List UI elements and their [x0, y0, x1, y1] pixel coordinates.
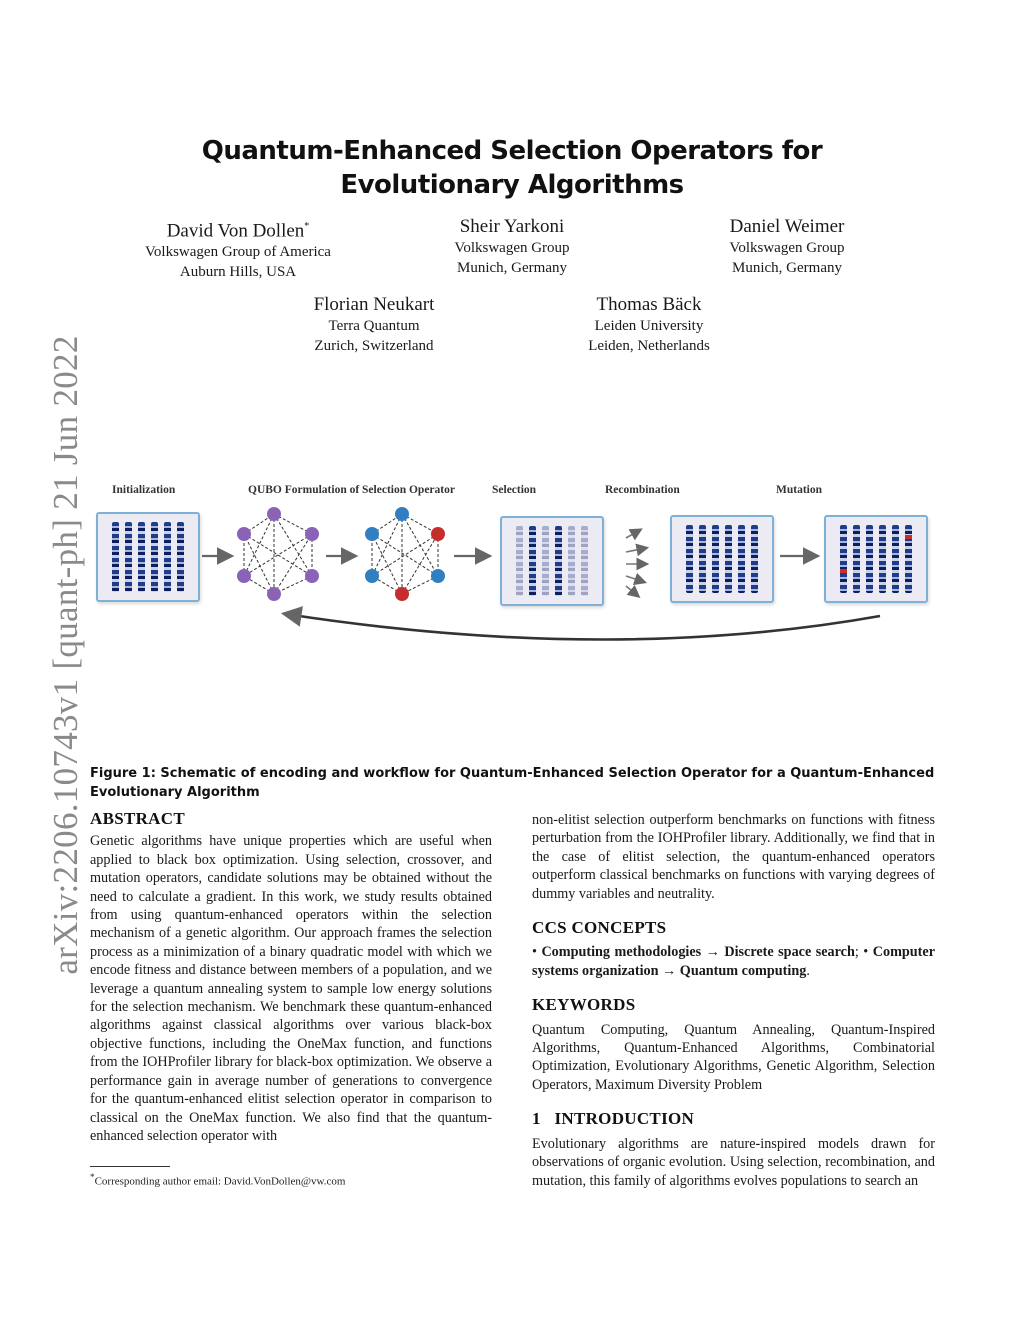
author-name: Thomas Bäck [596, 294, 702, 315]
feedback-arrow [286, 614, 880, 640]
author-block [88, 216, 388, 282]
author-org: Volkswagen Group [454, 240, 570, 256]
author-location: Munich, Germany [732, 260, 842, 276]
ccs-item: Computer systems organization → Quantum computing [532, 944, 935, 979]
ccs-separator: ; [854, 944, 859, 961]
author-org: Volkswagen Group [729, 240, 845, 256]
author-name: Sheir Yarkoni [459, 216, 565, 237]
author-block [224, 294, 524, 356]
label-recombination: Recombination [605, 484, 680, 496]
footnote-text: Corresponding author email: David.VonDollen@vw.com [94, 1175, 346, 1188]
author-org: Leiden University [594, 318, 704, 334]
qubo-graph-selected [365, 507, 445, 601]
author-name: David Von Dollen [166, 220, 305, 242]
figure-graphics [90, 478, 940, 648]
intro-text: Evolutionary algorithms are nature-inspired models drawn for observations of organic evolution. Using selection, recombination, and mutation, this family of algorithms evolves populations to search an [532, 1135, 935, 1189]
left-column [90, 810, 492, 1145]
ccs-bullet: • [532, 944, 537, 961]
paper-title: Quantum-Enhanced Selection Operators for Evolutionary Algorithms [201, 136, 823, 200]
figure-caption: Figure 1: Schematic of encoding and workflow for Quantum-Enhanced Selection Operator for a Quantum-Enhanced Evolutionary Algorithm [90, 766, 935, 800]
abstract-text: Genetic algorithms have unique properties which are useful when applied to black box optimization. Using selection, crossover, and mutation operators, candidate solutions may be obtained without the need to calculate a gradient. In this work, we study results obtained from using quantum-enhanced operators within the selection mechanism of a genetic algorithm. Our approach frames the selection process as a minimization of a binary quadratic model with which we encode fitness and distance between members of a population, and we leverage a quantum annealing system to sample low energy solutions for the selection mechanism. We benchmark these quantum-enhanced algorithms against classical algorithms over various black-box objective functions, including the OneMax function, and functions from the IOHProfiler library for black-box optimization. We observe a performance gain in average number of generations to convergence for the quantum-enhanced elitist selection operator in comparison to classical on the OneMax function. We also find that the quantum-enhanced selection operator with [90, 833, 492, 1144]
section-title: INTRODUCTION [554, 1109, 695, 1129]
workflow-figure [90, 478, 940, 648]
ccs-concepts [532, 943, 935, 980]
section-number: 1 [532, 1109, 541, 1129]
intro-heading [532, 1110, 935, 1128]
author-block [637, 216, 937, 278]
abstract-heading: ABSTRACT [90, 809, 185, 828]
keywords-heading: KEYWORDS [532, 995, 636, 1015]
author-location: Zurich, Switzerland [314, 338, 434, 354]
ccs-bullet: • [863, 944, 869, 961]
label-qubo: QUBO Formulation of Selection Operator [248, 484, 455, 496]
right-column [532, 811, 935, 1190]
label-mutation: Mutation [776, 484, 822, 496]
author-mark: * [304, 221, 310, 232]
footnote [90, 1172, 345, 1188]
author-location: Auburn Hills, USA [179, 264, 297, 281]
ccs-separator: . [806, 962, 810, 979]
label-initialization: Initialization [112, 484, 176, 496]
arxiv-stamp: arXiv:2206.10743v1 [quant-ph] 21 Jun 2022 [46, 335, 85, 975]
author-org: Terra Quantum [328, 318, 420, 334]
ccs-item: Computing methodologies → Discrete space search [541, 944, 855, 961]
abstract-continuation: non-elitist selection outperform benchmarks on functions with fitness perturbation from the IOHProfiler library. Additionally, we find that in the case of elitist selection, the quantum-enhanced operators outperform classical benchmarks on functions with varying degrees of dummy variables and neutrality. [532, 812, 935, 902]
qubo-graph-purple [237, 507, 319, 601]
label-selection: Selection [492, 484, 537, 496]
author-location: Leiden, Netherlands [588, 338, 710, 354]
footnote-rule [90, 1166, 170, 1167]
author-name: Daniel Weimer [729, 216, 845, 237]
author-block [362, 216, 662, 278]
author-location: Munich, Germany [457, 260, 567, 276]
recombination-arrows [626, 530, 646, 596]
ccs-heading: CCS CONCEPTS [532, 918, 667, 938]
author-block [499, 294, 799, 356]
author-org: Volkswagen Group of America [145, 244, 331, 261]
author-name: Florian Neukart [313, 294, 435, 315]
footnote-mark: * [90, 1172, 95, 1182]
keywords-text: Quantum Computing, Quantum Annealing, Quantum-Inspired Algorithms, Quantum-Enhanced Algorithms, Combinatorial Optimization, Evolutionary Algorithms, Genetic Algorithm, Selection Operators, Maximum Diversity Problem [532, 1021, 935, 1093]
